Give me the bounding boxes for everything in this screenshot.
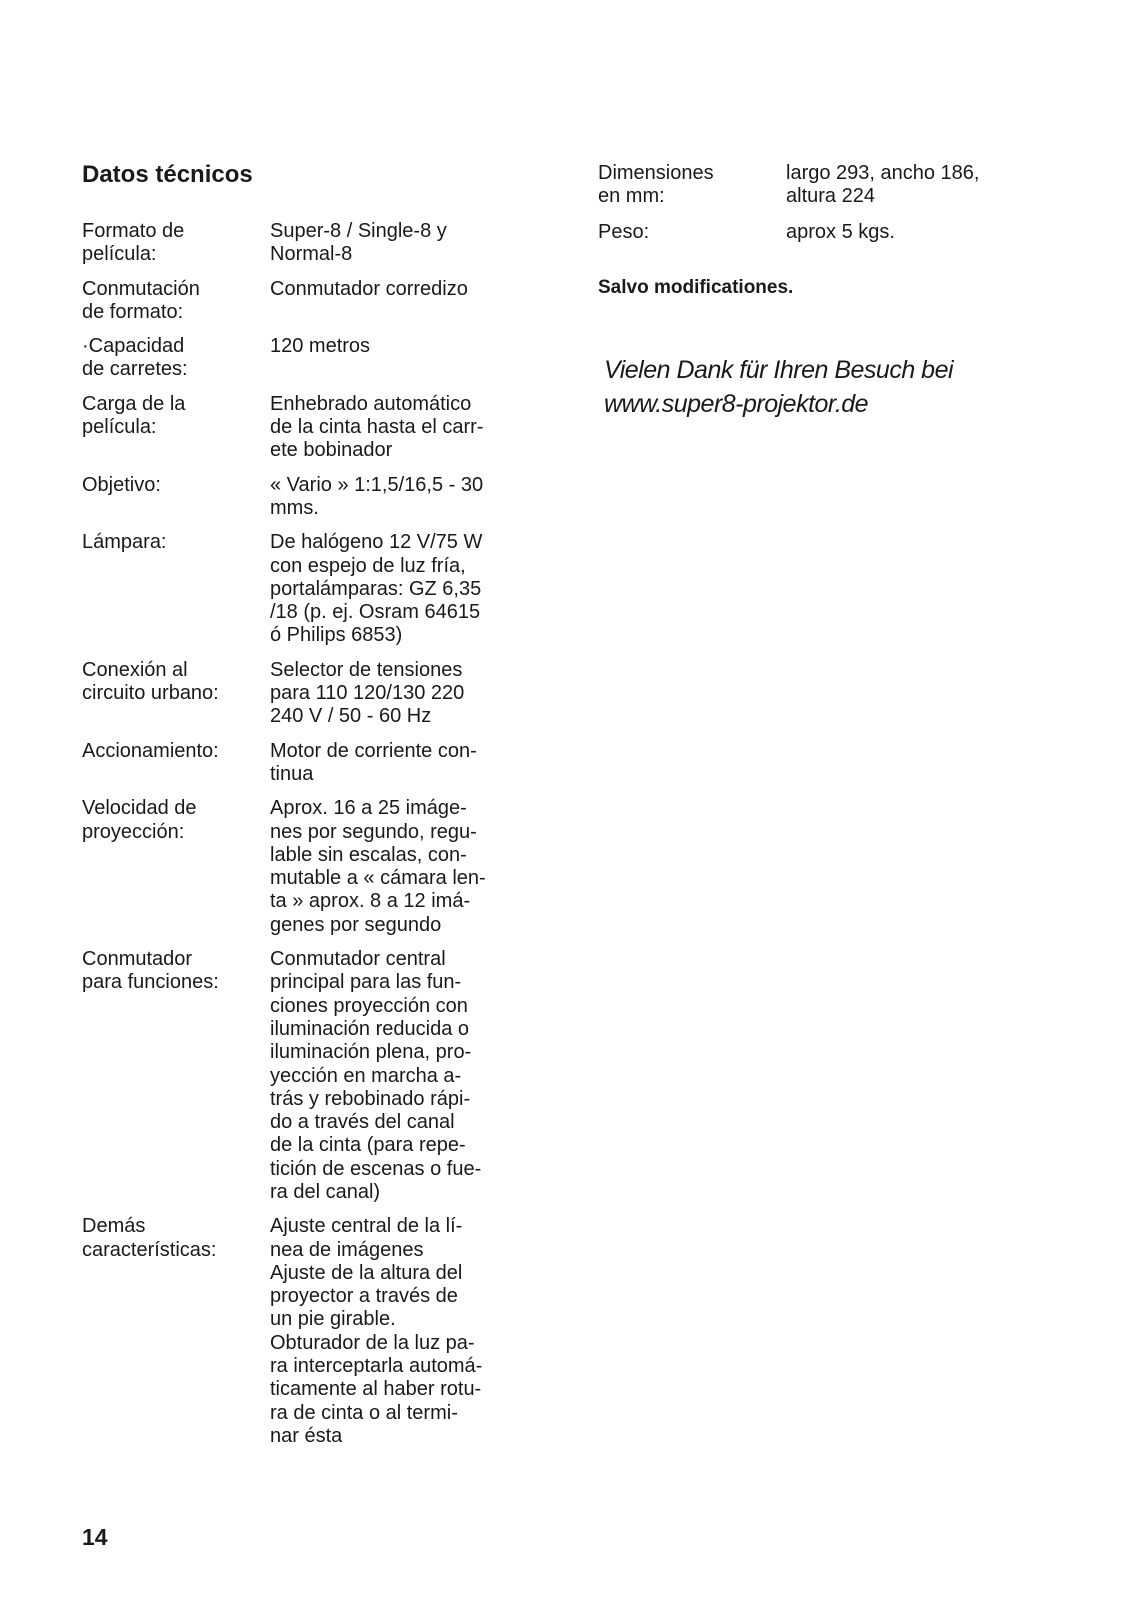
spec-value: Aprox. 16 a 25 imáge- nes por segundo, regu- lable sin escalas, con- mutable a « cámara len- ta » aprox. 8 a 12 imá- genes por segundo <box>270 797 486 936</box>
spec-row-film-loading <box>82 393 542 463</box>
spec-label: Demás características: <box>82 1215 217 1261</box>
spec-value: Ajuste central de la lí- nea de imágenes Ajuste de la altura del proyector a través de un pie girable. Obturador de la luz pa- ra interceptarla automá- ticamente al haber rotu- ra de cinta o al termi- nar ésta <box>270 1215 483 1447</box>
spec-row-other-features <box>82 1215 542 1448</box>
spec-value: De halógeno 12 V/75 W con espejo de luz fría, portalámparas: GZ 6,35 /18 (p. ej. Osram 64615 ó Philips 6853) <box>270 531 483 647</box>
spec-label: Conmutación de formato: <box>82 277 200 323</box>
thanks-line: Vielen Dank für Ihren Besuch bei <box>604 356 954 384</box>
spec-row-function-switch <box>82 948 542 1204</box>
spec-value: Motor de corriente con- tinua <box>270 739 477 785</box>
spec-label: Velocidad de proyección: <box>82 797 197 843</box>
spec-label: ·Capacidad de carretes: <box>82 335 188 381</box>
spec-row-lens <box>82 474 542 521</box>
page-title: Datos técnicos <box>82 161 253 188</box>
spec-value: Selector de tensiones para 110 120/130 220 240 V / 50 - 60 Hz <box>270 658 465 728</box>
spec-label: Objetivo: <box>82 473 161 496</box>
spec-label: Lámpara: <box>82 531 167 554</box>
spec-label: Accionamiento: <box>82 739 219 762</box>
modification-note: Salvo modificationes. <box>598 277 794 298</box>
spec-label: Carga de la película: <box>82 392 186 439</box>
spec-label: Conexión al circuito urbano: <box>82 658 219 705</box>
spec-value: 120 metros <box>270 335 371 358</box>
spec-row-lamp <box>82 531 542 647</box>
spec-value: Conmutador corredizo <box>270 277 468 300</box>
spec-table <box>82 220 542 1459</box>
spec-value: Conmutador central principal para las fun- ciones proyección con iluminación reducida o iluminación plena, pro- yección en marcha a- trás y rebobinado rápi- do a través del canal de la cinta (para repe- tición de escenas o fue- ra del canal) <box>270 948 482 1203</box>
website-url: www.super8-projektor.de <box>604 390 869 418</box>
spec-label: Peso: <box>598 220 650 243</box>
spec-value: « Vario » 1:1,5/16,5 - 30 mms. <box>270 473 484 519</box>
dimensions-table <box>598 162 1058 256</box>
spec-label: Conmutador para funciones: <box>82 948 219 994</box>
spec-row-mains-connection <box>82 659 542 729</box>
spec-value: aprox 5 kgs. <box>786 220 895 243</box>
spec-row-weight <box>598 221 1058 244</box>
spec-row-format-switch <box>82 278 542 325</box>
spec-value: Enhebrado automático de la cinta hasta el carr- ete bobinador <box>270 392 484 462</box>
spec-label: Formato de película: <box>82 220 185 266</box>
spec-row-film-format <box>82 220 542 267</box>
page-number: 14 <box>82 1524 108 1550</box>
spec-row-drive <box>82 740 542 787</box>
spec-value: Super-8 / Single-8 y Normal-8 <box>270 220 447 266</box>
thanks-message <box>604 353 953 421</box>
spec-label: Dimensiones en mm: <box>598 162 714 208</box>
spec-row-dimensions <box>598 162 1058 209</box>
spec-row-projection-speed <box>82 797 542 937</box>
spec-row-reel-capacity <box>82 335 542 382</box>
spec-value: largo 293, ancho 186, altura 224 <box>786 162 980 208</box>
